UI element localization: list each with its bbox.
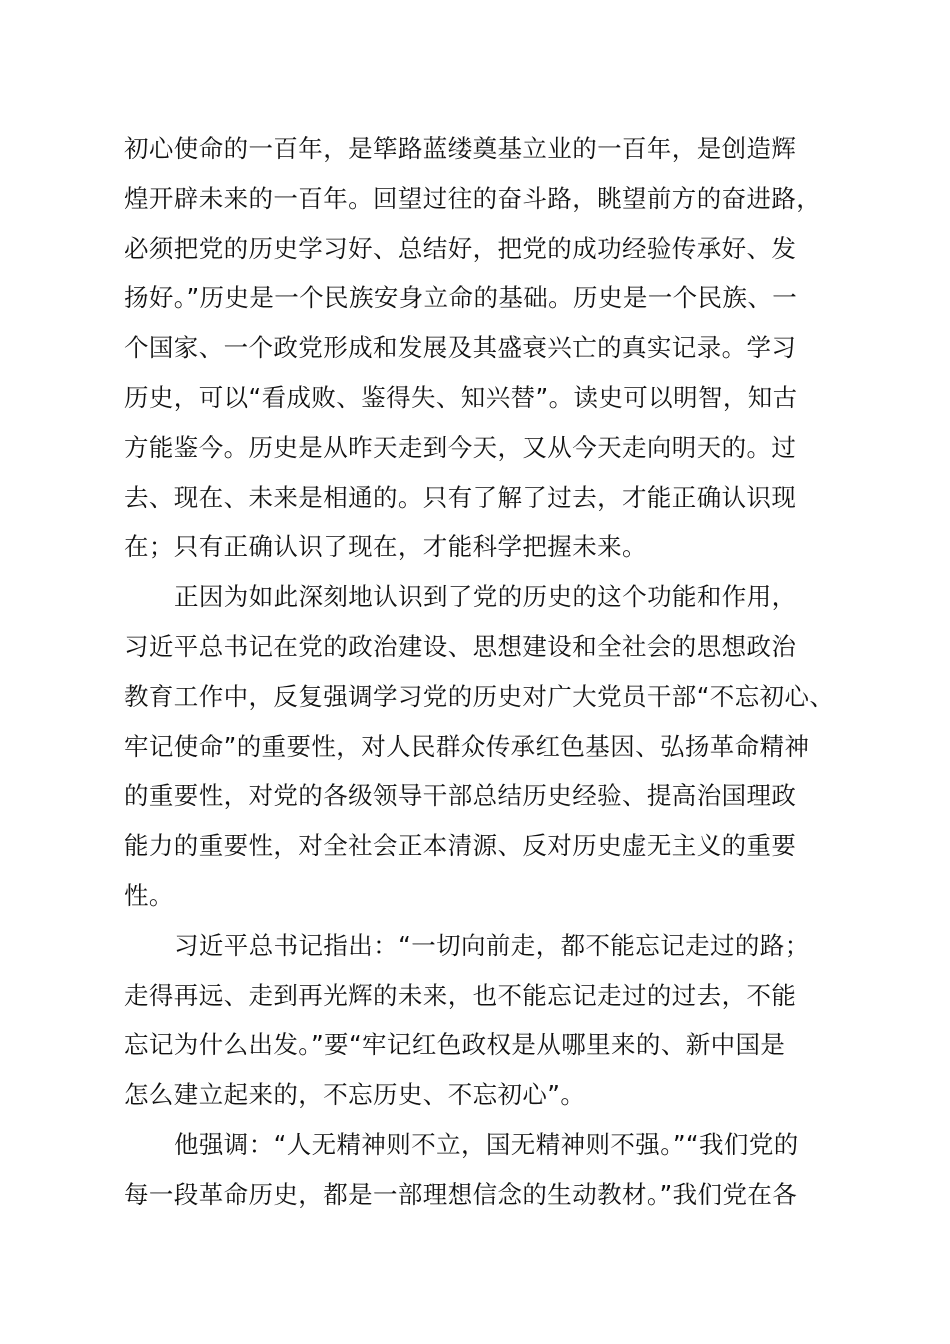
paragraph-line: 去、现在、未来是相通的。只有了解了过去，才能正确认识现 [124, 482, 797, 512]
paragraph-line: 在；只有正确认识了现在，才能科学把握未来。 [124, 532, 647, 562]
paragraph-line: 个国家、一个政党形成和发展及其盛衰兴亡的真实记录。学习 [124, 333, 797, 363]
paragraph-1 [124, 124, 864, 572]
paragraph-3 [124, 921, 864, 1120]
paragraph-line: 每一段革命历史，都是一部理想信念的生动教材。”我们党在各 [124, 1179, 798, 1209]
paragraph-line: 性。 [124, 880, 174, 910]
paragraph-line: 能力的重要性，对全社会正本清源、反对历史虚无主义的重要 [124, 831, 797, 861]
paragraph-line: 教育工作中，反复强调学习党的历史对广大党员干部“不忘初心、 [124, 681, 835, 711]
paragraph-line: 方能鉴今。历史是从昨天走到今天，又从今天走向明天的。过 [124, 432, 797, 462]
paragraph-2 [124, 572, 864, 921]
paragraph-line: 正因为如此深刻地认识到了党的历史的这个功能和作用， [174, 582, 797, 612]
paragraph-line: 扬好。”历史是一个民族安身立命的基础。历史是一个民族、一 [124, 283, 798, 313]
paragraph-line: 初心使命的一百年，是筚路蓝缕奠基立业的一百年，是创造辉 [124, 134, 797, 163]
paragraph-line: 他强调：“人无精神则不立，国无精神则不强。”“我们党的 [174, 1129, 799, 1159]
paragraph-line: 必须把党的历史学习好、总结好，把党的成功经验传承好、发 [124, 233, 797, 263]
paragraph-line: 的重要性，对党的各级领导干部总结历史经验、提高治国理政 [124, 781, 797, 811]
paragraph-line: 忘记为什么出发。”要“牢记红色政权是从哪里来的、新中国是 [124, 1030, 786, 1060]
paragraph-line: 怎么建立起来的，不忘历史、不忘初心”。 [124, 1080, 586, 1110]
paragraph-4 [124, 1120, 864, 1220]
paragraph-line: 习近平总书记指出：“一切向前走，都不能忘记走过的路； [174, 930, 810, 960]
paragraph-line: 习近平总书记在党的政治建设、思想建设和全社会的思想政治 [124, 631, 797, 661]
paragraph-line: 走得再远、走到再光辉的未来，也不能忘记走过的过去，不能 [124, 980, 797, 1010]
document-body [124, 124, 864, 1220]
paragraph-line: 牢记使命”的重要性，对人民群众传承红色基因、弘扬革命精神 [124, 731, 810, 761]
paragraph-line: 煌开辟未来的一百年。回望过往的奋斗路，眺望前方的奋进路， [124, 183, 822, 213]
paragraph-line: 历史，可以“看成败、鉴得失、知兴替”。读史可以明智，知古 [124, 382, 798, 412]
